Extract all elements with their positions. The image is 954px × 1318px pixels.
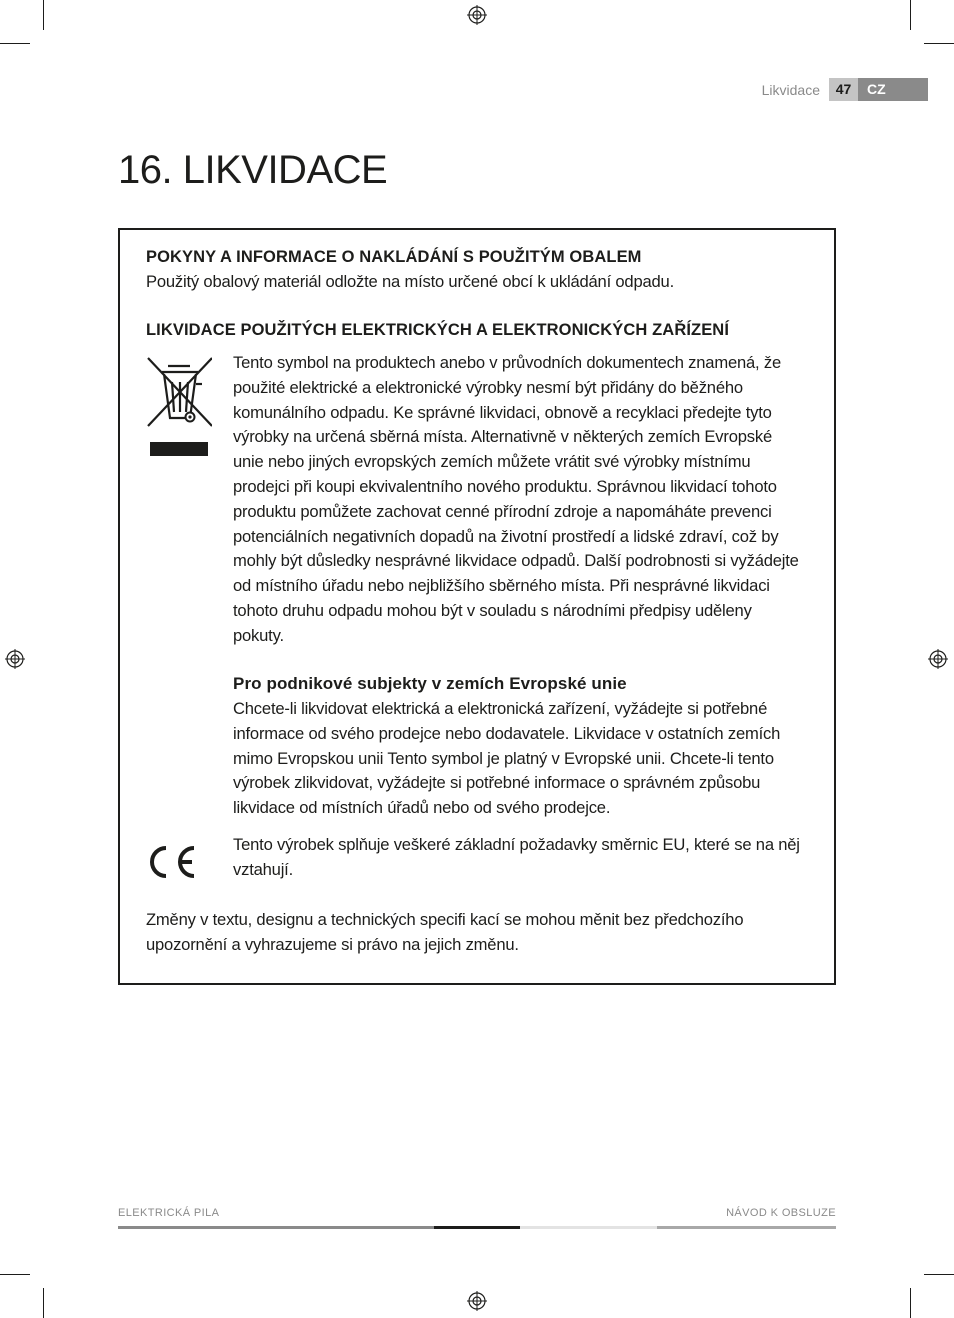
footer-bar [657,1226,836,1229]
footer-document-name: NÁVOD K OBSLUZE [726,1207,836,1219]
crop-mark [924,43,954,44]
header-section-name: Likvidace [761,82,820,98]
registration-mark-icon [467,1291,487,1311]
packaging-heading: POKYNY A INFORMACE O NAKLÁDÁNÍ S POUŽITÝM OBALEM [146,248,642,266]
crossed-out-wheelie-bin-icon [146,356,212,458]
footer-bar [434,1226,520,1229]
registration-mark-icon [928,649,948,669]
crop-mark [910,0,911,30]
weee-heading: LIKVIDACE POUŽITÝCH ELEKTRICKÝCH A ELEKTRONICKÝCH ZAŘÍZENÍ [146,321,730,339]
footer-product-name: ELEKTRICKÁ PILA [118,1207,220,1219]
weee-text: Tento symbol na produktech anebo v průvodních dokumentech znamená, že použité elektrické a elektronické výrobky nesmí být přidány do běžného komunálního odpadu. Ke správné likvidaci, obnově a recyklaci předejte tyto výrobky na určená sběrná místa. Alternativně v některých zemích Evropské unie nebo jiných evropských zemích můžete vrátit své výrobky místnímu prodejci při koupi ekvivalentního nového produktu. Správnou likvidací tohoto produktu pomůžete zachovat cenné přírodní zdroje a napomáháte prevenci potenciálních negativních dopadů na životní prostředí a lidské zdraví, což by mohly být důsledky nesprávné likvidace odpadů. Další podrobnosti si vyžádejte od místního úřadu nebo nejbližšího sběrného místa. Při nesprávné likvidaci tohoto druhu odpadu mohou být v souladu s národními předpisy uděleny pokuty. [233,353,799,645]
registration-mark-icon [467,5,487,25]
page-number: 47 [829,78,858,101]
crop-mark [924,1274,954,1275]
footer-bar [118,1226,434,1229]
crop-mark [43,0,44,30]
page-title: 16. LIKVIDACE [118,148,388,192]
changes-note: Změny v textu, designu a technických specifi kací se mohou měnit bez předchozího upozornění a vyhrazujeme si právo na jejich změnu. [146,910,744,954]
crop-mark [0,43,30,44]
language-badge: CZ [858,78,928,101]
business-heading: Pro podnikové subjekty v zemích Evropské unie [233,674,627,693]
footer-bar [520,1226,657,1229]
crop-mark [910,1288,911,1318]
ce-text: Tento výrobek splňuje veškeré základní požadavky směrnic EU, které se na něj vztahují. [233,835,800,879]
business-text: Chcete-li likvidovat elektrická a elektronická zařízení, vyžádejte si potřebné informace od svého prodejce nebo dodavatele. Likvidace v ostatních zemích mimo Evropskou unii Tento symbol je platný v Evropské unii. Chcete-li tento výrobek zlikvidovat, vyžádejte si potřebné informace o správném způsobu likvidace od místních úřadů nebo od svého prodejce. [233,699,781,818]
crop-mark [43,1288,44,1318]
packaging-text: Použitý obalový materiál odložte na místo určené obcí k ukládání odpadu. [146,272,674,291]
disposal-info-box [118,228,836,985]
ce-mark-icon [144,844,196,880]
registration-mark-icon [5,649,25,669]
crop-mark [0,1274,30,1275]
